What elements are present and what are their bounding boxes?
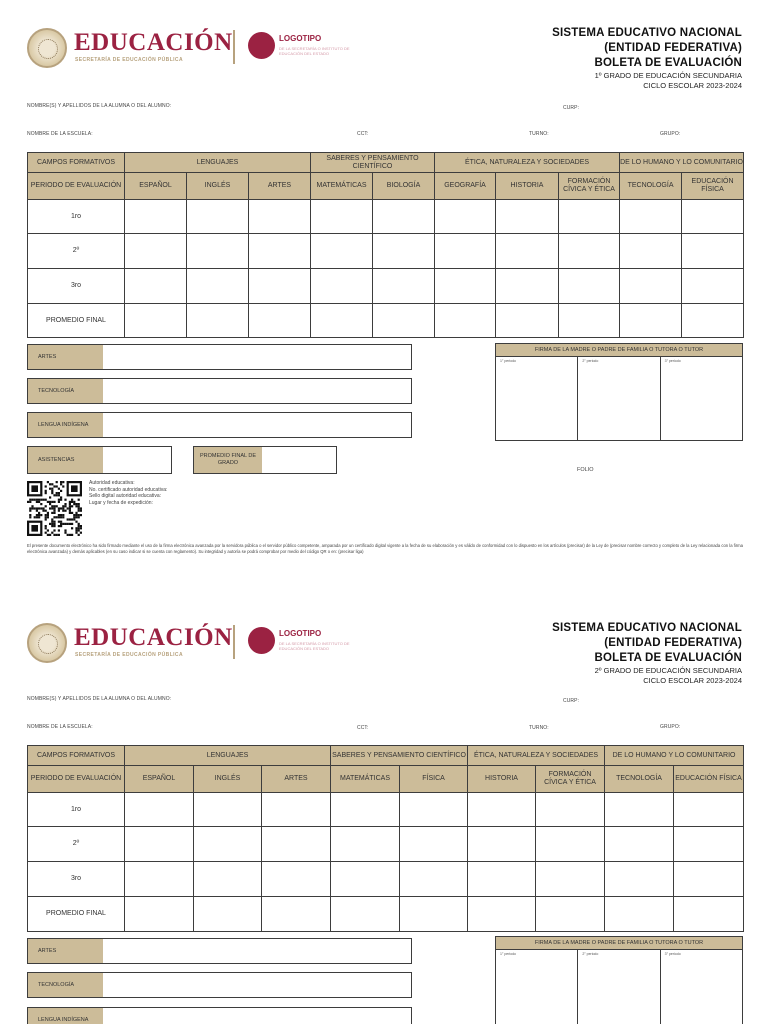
grade-cell[interactable] [125, 234, 187, 269]
grade-cell[interactable] [605, 862, 674, 897]
grade-cell[interactable] [605, 793, 674, 827]
sep-subtitle: SECRETARÍA DE EDUCACIÓN PÚBLICA [75, 652, 183, 658]
logotipo-circle-icon [248, 627, 275, 654]
logotipo-subtitle: DE LA SECRETARÍA O INSTITUTO DE EDUCACIÓN DEL ESTADO [279, 641, 350, 651]
cycle-label: CICLO ESCOLAR 2023-2024 [643, 676, 742, 685]
grade-cell[interactable] [559, 304, 620, 338]
grade-cell[interactable] [331, 793, 400, 827]
signature-period-1[interactable]: 1° periodo [496, 357, 578, 440]
qr-code-icon [27, 481, 82, 536]
grade-cell[interactable] [496, 269, 559, 304]
grade-cell[interactable] [187, 304, 249, 338]
grade-cell[interactable] [187, 200, 249, 234]
grade-cell[interactable] [536, 827, 605, 862]
authority-line: Lugar y fecha de expedición: [89, 499, 153, 506]
period-label: PROMEDIO FINAL [28, 304, 125, 338]
grade-cell[interactable] [674, 793, 744, 827]
grade-cell[interactable] [682, 304, 744, 338]
campos-formativos-header: CAMPOS FORMATIVOS [28, 746, 125, 766]
document-heading [552, 621, 742, 686]
signature-period-2[interactable]: 2° periodo [578, 357, 660, 440]
grade-cell[interactable] [536, 862, 605, 897]
grade-cell[interactable] [262, 897, 331, 932]
subject-header: ARTES [262, 766, 331, 793]
turno-label: TURNO: [529, 131, 549, 137]
grade-cell[interactable] [536, 897, 605, 932]
asistencias-box[interactable] [27, 446, 172, 474]
logotipo-circle-icon [248, 32, 275, 59]
signature-title: FIRMA DE LA MADRE O PADRE DE FAMILIA O TUTORA O TUTOR [496, 937, 742, 950]
authority-line: Sello digital autoridad educativa: [89, 493, 161, 500]
saberes-header: SABERES Y PENSAMIENTO CIENTÍFICO [331, 746, 468, 766]
grade-cell[interactable] [620, 200, 682, 234]
grade-cell[interactable] [435, 234, 496, 269]
logotipo-title: LOGOTIPO [279, 629, 322, 638]
heading-line-3: BOLETA DE EVALUACIÓN [594, 57, 742, 69]
signature-period-3[interactable]: 3° periodo [664, 359, 681, 363]
table-row [28, 269, 744, 304]
artes-box[interactable] [27, 344, 412, 370]
grade-cell[interactable] [400, 793, 468, 827]
lengua-indigena-label: LENGUA INDÍGENA [28, 1008, 103, 1024]
periodo-header: PERIODO DE EVALUACIÓN [28, 173, 125, 200]
signature-title: FIRMA DE LA MADRE O PADRE DE FAMILIA O TUTORA O TUTOR [496, 344, 742, 357]
subject-header: FORMACIÓN CÍVICA Y ÉTICA [536, 766, 605, 793]
grade-cell[interactable] [400, 897, 468, 932]
grade-cell[interactable] [682, 200, 744, 234]
national-seal-icon [27, 28, 67, 68]
subject-header: TECNOLOGÍA [620, 173, 682, 200]
heading-line-2: (ENTIDAD FEDERATIVA) [604, 637, 742, 649]
grade-cell[interactable] [125, 269, 187, 304]
lenguajes-header: LENGUAJES [125, 746, 331, 766]
grade-cell[interactable] [262, 793, 331, 827]
grade-cell[interactable] [331, 862, 400, 897]
table-row [28, 200, 744, 234]
heading-line-1: SISTEMA EDUCATIVO NACIONAL [552, 622, 742, 634]
grade-cell[interactable] [674, 827, 744, 862]
grade-cell[interactable] [194, 862, 262, 897]
grade-cell[interactable] [311, 269, 373, 304]
grade-cell[interactable] [331, 897, 400, 932]
grupo-label: GRUPO: [660, 131, 681, 137]
signature-box [495, 936, 743, 1024]
grade-cell[interactable] [620, 234, 682, 269]
subject-header: FÍSICA [400, 766, 468, 793]
artes-label: ARTES [28, 345, 103, 369]
curp-label: CURP: [563, 105, 580, 111]
period-label: 1ro [28, 793, 125, 827]
signature-period-1[interactable]: 1° periodo [496, 950, 578, 1024]
grade-cell[interactable] [468, 897, 536, 932]
grade-cell[interactable] [125, 827, 194, 862]
grade-label: 1º GRADO DE EDUCACIÓN SECUNDARIA [594, 71, 742, 80]
grade-cell[interactable] [194, 827, 262, 862]
artes-label: ARTES [28, 939, 103, 963]
period-label: PROMEDIO FINAL [28, 897, 125, 932]
humano-header: DE LO HUMANO Y LO COMUNITARIO [605, 746, 744, 766]
tecnologia-label: TECNOLOGÍA [28, 973, 103, 997]
period-label: 3ro [28, 862, 125, 897]
educacion-logo-text: EDUCACIÓN [74, 624, 233, 651]
cycle-label: CICLO ESCOLAR 2023-2024 [643, 81, 742, 90]
grade-cell[interactable] [559, 200, 620, 234]
curp-label: CURP: [563, 698, 580, 704]
heading-line-1: SISTEMA EDUCATIVO NACIONAL [552, 27, 742, 39]
grade-cell[interactable] [262, 827, 331, 862]
subject-header: EDUCACIÓN FÍSICA [682, 173, 744, 200]
signature-period-2[interactable]: 2° periodo [578, 950, 660, 1024]
heading-line-2: (ENTIDAD FEDERATIVA) [604, 42, 742, 54]
grade-cell[interactable] [605, 897, 674, 932]
promedio-final-box[interactable] [193, 446, 337, 474]
signature-box [495, 343, 743, 441]
grade-cell[interactable] [620, 304, 682, 338]
grade-cell[interactable] [373, 200, 435, 234]
subject-header: MATEMÁTICAS [331, 766, 400, 793]
grade-cell[interactable] [435, 304, 496, 338]
subject-header: MATEMÁTICAS [311, 173, 373, 200]
saberes-header: SABERES Y PENSAMIENTO CIENTÍFICO [311, 153, 435, 173]
grade-cell[interactable] [559, 234, 620, 269]
grade-cell[interactable] [249, 269, 311, 304]
campos-formativos-header: CAMPOS FORMATIVOS [28, 153, 125, 173]
lengua-indigena-box[interactable] [27, 1007, 412, 1024]
grade-cell[interactable] [331, 827, 400, 862]
grade-cell[interactable] [125, 200, 187, 234]
grade-cell[interactable] [311, 304, 373, 338]
national-seal-icon [27, 623, 67, 663]
tecnologia-box[interactable] [27, 972, 412, 998]
grade-cell[interactable] [620, 269, 682, 304]
grupo-label: GRUPO: [660, 724, 681, 730]
grade-cell[interactable] [125, 862, 194, 897]
period-label: 2º [28, 234, 125, 269]
authority-line: No. certificado autoridad educativa: [89, 486, 168, 493]
grades-table [27, 745, 744, 932]
subject-header: ESPAÑOL [125, 766, 194, 793]
subject-header: FORMACIÓN CÍVICA Y ÉTICA [559, 173, 620, 200]
periodo-header: PERIODO DE EVALUACIÓN [28, 766, 125, 793]
etica-header: ÉTICA, NATURALEZA Y SOCIEDADES [468, 746, 605, 766]
table-row [28, 793, 744, 827]
tecnologia-box[interactable] [27, 378, 412, 404]
grade-cell[interactable] [559, 269, 620, 304]
table-row [28, 234, 744, 269]
grade-cell[interactable] [125, 897, 194, 932]
student-name-label: NOMBRE(S) Y APELLIDOS DE LA ALUMNA O DEL ALUMNO: [27, 696, 172, 702]
grade-cell[interactable] [194, 897, 262, 932]
grade-cell[interactable] [682, 234, 744, 269]
lengua-indigena-box[interactable] [27, 412, 412, 438]
etica-header: ÉTICA, NATURALEZA Y SOCIEDADES [435, 153, 620, 173]
period-label: 3ro [28, 269, 125, 304]
grade-cell[interactable] [674, 862, 744, 897]
grade-cell[interactable] [311, 200, 373, 234]
school-name-label: NOMBRE DE LA ESCUELA: [27, 131, 93, 137]
subject-header: GEOGRAFÍA [435, 173, 496, 200]
period-label: 1ro [28, 200, 125, 234]
logotipo-title: LOGOTIPO [279, 34, 322, 43]
grade-cell[interactable] [194, 793, 262, 827]
authority-line: Autoridad educativa: [89, 480, 135, 486]
lengua-indigena-label: LENGUA INDÍGENA [28, 413, 103, 437]
grade-cell[interactable] [262, 862, 331, 897]
grade-cell[interactable] [125, 304, 187, 338]
grade-label: 2º GRADO DE EDUCACIÓN SECUNDARIA [594, 666, 742, 675]
grade-cell[interactable] [125, 793, 194, 827]
educacion-logo-text: EDUCACIÓN [74, 29, 233, 56]
subject-header: HISTORIA [468, 766, 536, 793]
logotipo-subtitle: DE LA SECRETARÍA O INSTITUTO DE EDUCACIÓN DEL ESTADO [279, 46, 350, 56]
grade-cell[interactable] [496, 304, 559, 338]
asistencias-label: ASISTENCIAS [28, 447, 103, 473]
grade-cell[interactable] [400, 827, 468, 862]
subject-header: ESPAÑOL [125, 173, 187, 200]
grade-cell[interactable] [468, 827, 536, 862]
document-heading [552, 26, 742, 91]
subject-header: TECNOLOGÍA [605, 766, 674, 793]
grade-cell[interactable] [311, 234, 373, 269]
header-divider [233, 30, 235, 64]
subject-header: INGLÉS [194, 766, 262, 793]
subject-header: EDUCACIÓN FÍSICA [674, 766, 744, 793]
folio-label: FOLIO [577, 467, 594, 473]
grade-cell[interactable] [435, 269, 496, 304]
grade-cell[interactable] [373, 269, 435, 304]
subject-header: ARTES [249, 173, 311, 200]
grade-cell[interactable] [373, 234, 435, 269]
subject-header: HISTORIA [496, 173, 559, 200]
grades-table [27, 152, 744, 338]
subject-header: BIOLOGÍA [373, 173, 435, 200]
grade-cell[interactable] [249, 234, 311, 269]
table-row [28, 304, 744, 338]
grade-cell[interactable] [187, 234, 249, 269]
grade-cell[interactable] [435, 200, 496, 234]
sep-subtitle: SECRETARÍA DE EDUCACIÓN PÚBLICA [75, 57, 183, 63]
tecnologia-label: TECNOLOGÍA [28, 379, 103, 403]
authority-info [89, 480, 167, 506]
legal-notice: El presente documento electrónico ha sido firmado mediante el uso de la firma electrónica avanzada por la servidora pública o el servidor público competente, amparada por un certificado digital vigente a la fecha de su elaboración y es válido de conformidad con lo dispuesto en los artículos (precisar) de la Ley de (precisar nombre correcto y completo de la Ley relacionada con la firma electrónica avanzada) y demás aplicables (en su caso indicar si se cuenta con reglamento). Su integridad y autoría se podrá comprobar por medio del código QR o en: (precisar liga) [27, 543, 743, 554]
grade-cell[interactable] [682, 269, 744, 304]
signature-period-3[interactable]: 3° periodo [664, 952, 681, 956]
period-label: 2º [28, 827, 125, 862]
artes-box[interactable] [27, 938, 412, 964]
school-name-label: NOMBRE DE LA ESCUELA: [27, 724, 93, 730]
humano-header: DE LO HUMANO Y LO COMUNITARIO [620, 153, 744, 173]
table-row [28, 862, 744, 897]
grade-cell[interactable] [605, 827, 674, 862]
turno-label: TURNO: [529, 725, 549, 731]
grade-cell[interactable] [674, 897, 744, 932]
grade-cell[interactable] [496, 200, 559, 234]
cct-label: CCT: [357, 131, 369, 137]
grade-cell[interactable] [249, 304, 311, 338]
grade-cell[interactable] [536, 793, 605, 827]
grade-cell[interactable] [468, 862, 536, 897]
grade-cell[interactable] [249, 200, 311, 234]
subject-header: INGLÉS [187, 173, 249, 200]
heading-line-3: BOLETA DE EVALUACIÓN [594, 652, 742, 664]
grade-cell[interactable] [400, 862, 468, 897]
table-row [28, 897, 744, 932]
table-row [28, 827, 744, 862]
grade-cell[interactable] [187, 269, 249, 304]
cct-label: CCT: [357, 725, 369, 731]
promedio-final-label: PROMEDIO FINAL DE GRADO [194, 447, 262, 473]
grade-cell[interactable] [373, 304, 435, 338]
grade-cell[interactable] [496, 234, 559, 269]
student-name-label: NOMBRE(S) Y APELLIDOS DE LA ALUMNA O DEL ALUMNO: [27, 103, 172, 109]
lenguajes-header: LENGUAJES [125, 153, 311, 173]
header-divider [233, 625, 235, 659]
grade-cell[interactable] [468, 793, 536, 827]
